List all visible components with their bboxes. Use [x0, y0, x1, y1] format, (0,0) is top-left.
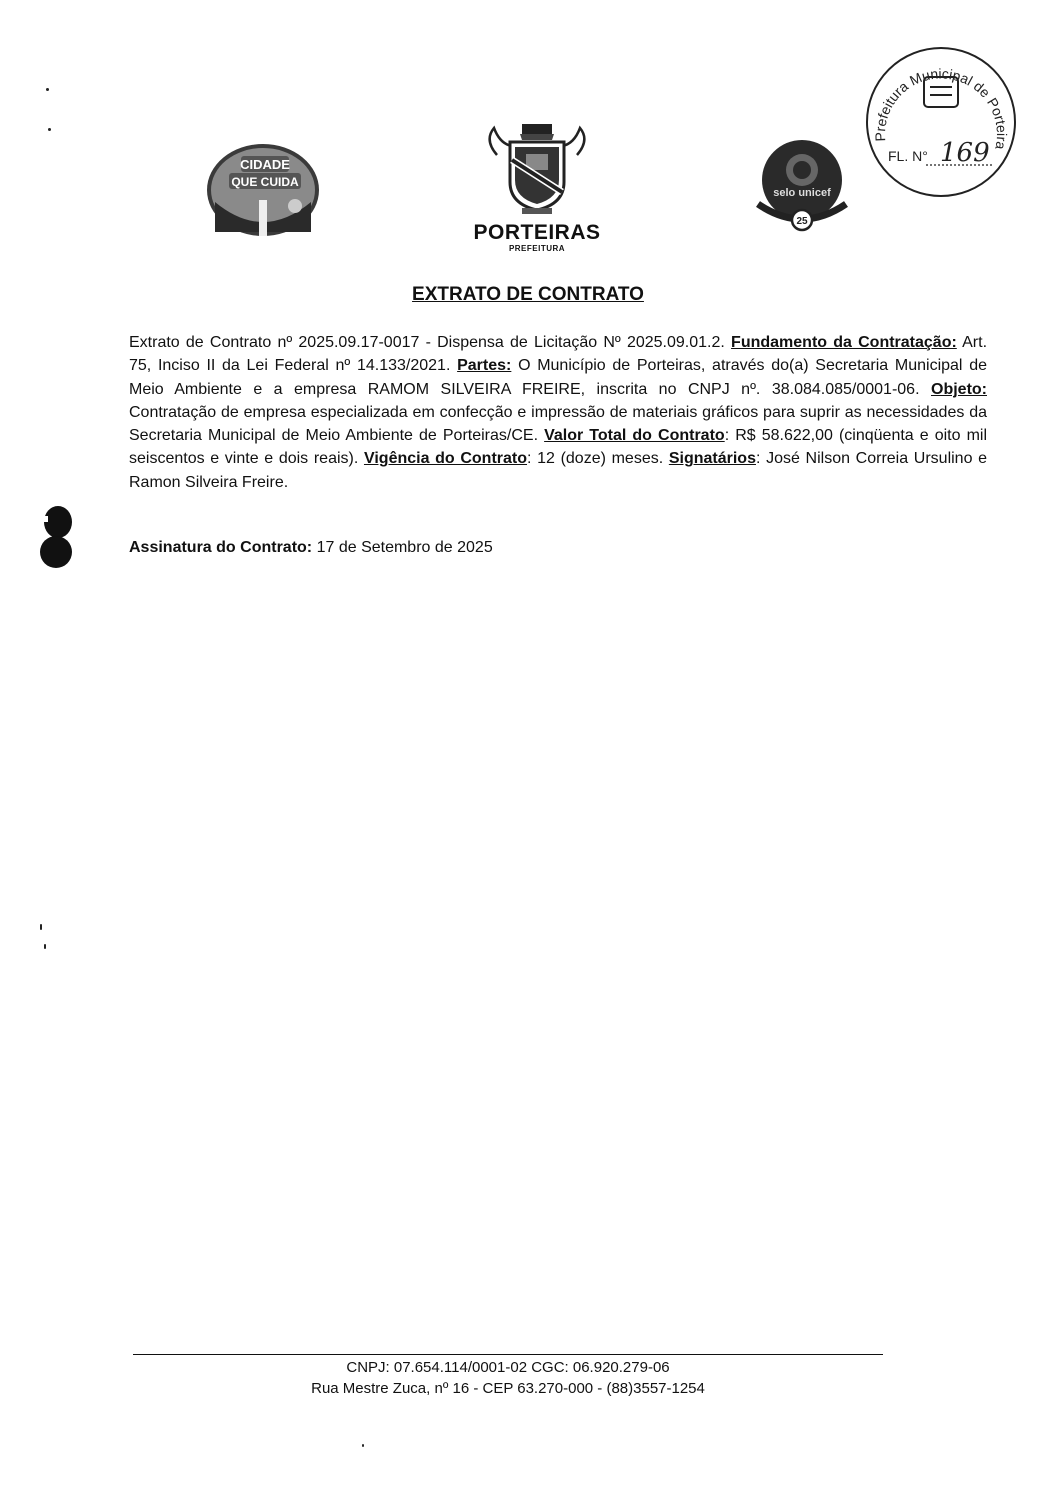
partes-label: Partes: [457, 357, 512, 375]
footer-address: Rua Mestre Zuca, nº 16 - CEP 63.270-000 - (88)3557-1254 [311, 1380, 705, 1397]
valor-label: Valor Total do Contrato [544, 427, 725, 445]
cidade-que-cuida-logo [205, 142, 321, 238]
svg-text:169: 169 [940, 138, 990, 168]
signatarios-text: : José Nilson Correia Ursulino e Ramon Silveira Freire. [129, 450, 988, 491]
fundamento-text: Art. 75, Inciso II da Lei Federal nº 14.133/2021. [129, 334, 988, 375]
assinatura-date-text: 17 de Setembro de 2025 [316, 539, 493, 556]
vigencia-text: : 12 (doze) meses. [527, 450, 664, 468]
svg-text:CIDADE: CIDADE [240, 157, 290, 172]
coat-of-arms-icon [482, 120, 592, 215]
vigencia-label: Vigência do Contrato [363, 450, 528, 468]
document-title: EXTRATO DE CONTRATO [412, 284, 644, 305]
valor-text: : R$ 58.622,00 (cinqüenta e oito mil seiscentos e vinte e dois reais). [129, 427, 988, 468]
objeto-label: Objeto: [931, 380, 987, 398]
assinatura-label: Assinatura do Contrato: [129, 539, 313, 556]
fundamento-label: Fundamento da Contratação: [731, 334, 957, 351]
porteiras-coat-of-arms-logo [462, 120, 612, 255]
svg-text:FL. N°: FL. N° [888, 148, 928, 164]
footer-divider [133, 1354, 883, 1355]
signatarios-label: Signatários [668, 450, 756, 468]
footer-cnpj: CNPJ: 07.654.114/0001-02 CGC: 06.920.279-06 [346, 1359, 670, 1376]
contract-extract-paragraph [129, 331, 987, 494]
porteiras-name: PORTEIRAS [473, 221, 601, 244]
punch-hole-mark [38, 504, 74, 570]
prefeitura-subtitle: PREFEITURA [508, 244, 566, 253]
svg-text:Prefeitura Municipal de Portei: Prefeitura Municipal de Porteira [871, 65, 1011, 151]
folio-stamp [864, 45, 1018, 199]
svg-text:25: 25 [796, 216, 808, 227]
svg-text:selo unicef: selo unicef [773, 187, 831, 199]
objeto-text: Contratação de empresa especializada em confecção e impressão de materiais gráficos para suprir as necessidades da Secretaria Municipal de Meio Ambiente de Porteiras/CE. [129, 403, 987, 445]
svg-text:QUE CUIDA: QUE CUIDA [231, 175, 299, 189]
partes-text: O Município de Porteiras, através do(a) Secretaria Municipal de Meio Ambiente e a empresa RAMOM SILVEIRA FREIRE, inscrita no CNPJ nº. 38.084.085/0001-06. [129, 357, 987, 398]
intro-text: Extrato de Contrato nº 2025.09.17-0017 - Dispensa de Licitação Nº 2025.09.01.2. [129, 334, 725, 351]
selo-unicef-logo [752, 138, 852, 234]
signature-date [129, 539, 493, 557]
